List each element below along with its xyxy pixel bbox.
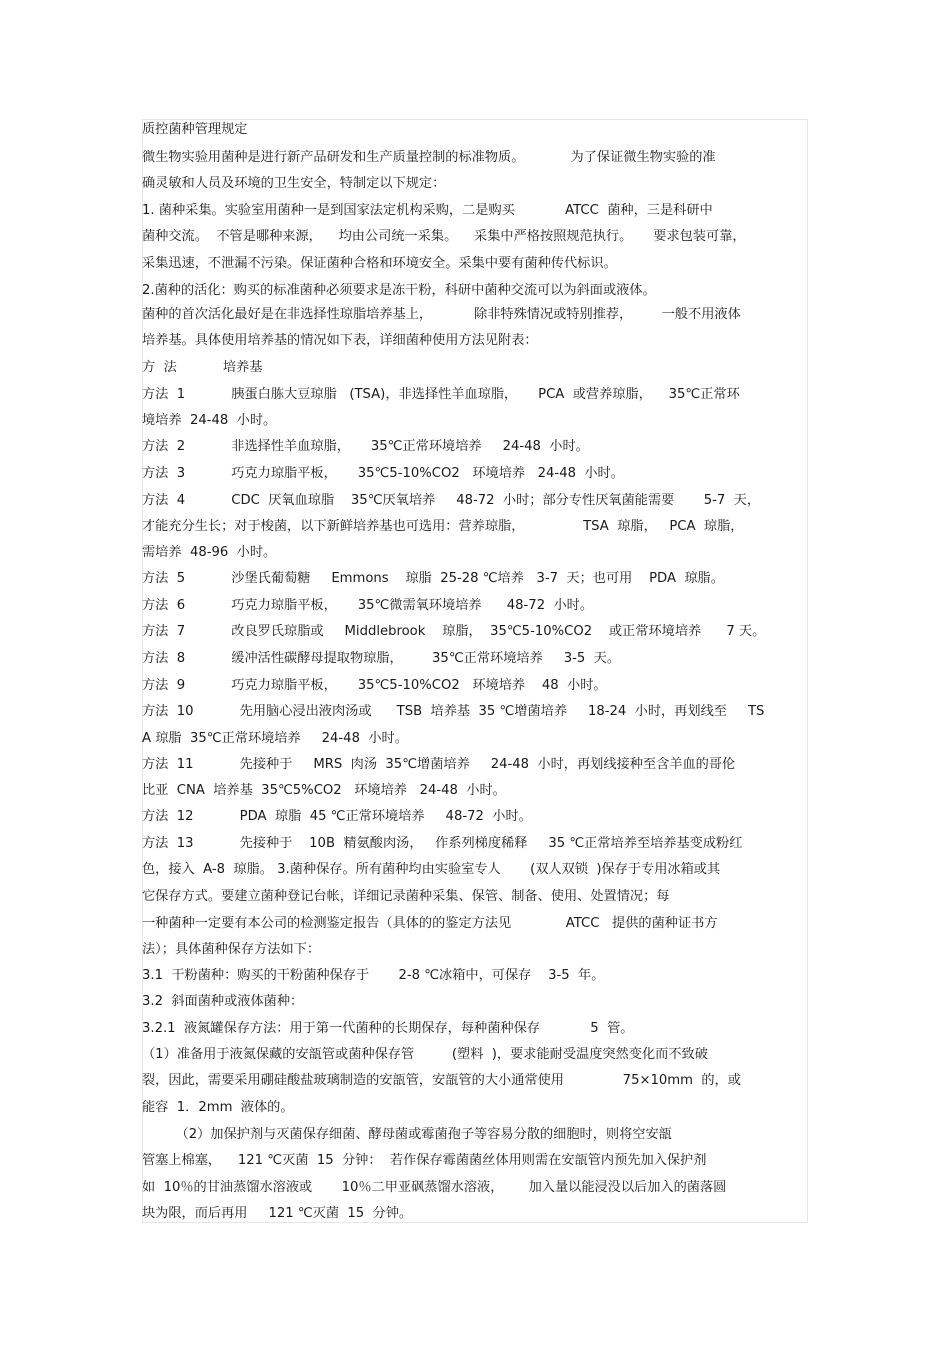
method-line: 方法 13 先接种于 10B 精氨酸肉汤， 作系列梯度稀释 35 ℃正常培养至培养基变成粉红 — [142, 836, 743, 851]
method-line: 方法 2 非选择性羊血琼脂， 35℃正常环境培养 24-48 小时。 — [142, 439, 589, 454]
method-line: 方法 1 胰蛋白胨大豆琼脂 (TSA)，非选择性羊血琼脂， PCA 或营养琼脂， 35℃正常环 — [142, 387, 740, 402]
method-line: 方法 12 PDA 琼脂 45 ℃正常环境培养 48-72 小时。 — [142, 809, 532, 824]
paragraph-line: 如 10％的甘油蒸馏水溶液或 10％二甲亚砜蒸馏水溶液， 加入量以能浸没以后加入的菌落圆 — [142, 1180, 727, 1195]
paragraph-line: 3.2 斜面菌种或液体菌种： — [142, 994, 304, 1009]
paragraph-line: 裂，因此，需要采用硼硅酸盐玻璃制造的安瓿管，安瓿管的大小通常使用 75×10mm 的，或 — [142, 1073, 741, 1088]
method-line: 才能充分生长；对于梭菌，以下新鲜培养基也可选用：营养琼脂， TSA 琼脂， PCA 琼脂， — [142, 519, 744, 534]
paragraph-line: 管塞上棉塞， 121 ℃灭菌 15 分钟： 若作保存霉菌菌丝体用则需在安瓿管内预先加入保护剂 — [142, 1153, 707, 1168]
method-line: 境培养 24-48 小时。 — [142, 413, 277, 428]
method-line: 方法 5 沙堡氏葡萄糖 Emmons 琼脂 25-28 ℃培养 3-7 天；也可用 PDA 琼脂。 — [142, 571, 724, 586]
paragraph-line: 采集迅速，不泄漏不污染。保证菌种合格和环境安全。采集中要有菌种传代标识。 — [142, 256, 617, 271]
paragraph-line: 色，接入 A-8 琼脂。 3.菌种保存。所有菌种均由实验室专人 (双人双锁 )保存于专用冰箱或其 — [142, 862, 721, 877]
method-line: 方法 3 巧克力琼脂平板， 35℃5-10%CO2 环境培养 24-48 小时。 — [142, 466, 624, 481]
paragraph-line: 微生物实验用菌种是进行新产品研发和生产质量控制的标准物质。 为了保证微生物实验的准 — [142, 150, 716, 165]
paragraph-line: 2.菌种的活化：购买的标准菌种必须要求是冻干粉，科研中菌种交流可以为斜面或液体。 — [142, 283, 656, 298]
table-header-line: 方 法 培养基 — [142, 360, 263, 375]
method-line: 方法 4 CDC 厌氧血琼脂 35℃厌氧培养 48-72 小时；部分专性厌氧菌能需要 5-7 天， — [142, 493, 761, 508]
paragraph-line: 一种菌种一定要有本公司的检测鉴定报告（具体的的鉴定方法见 ATCC 提供的菌种证书方 — [142, 916, 718, 931]
paragraph-line: 3.2.1 液氮罐保存方法：用于第一代菌种的长期保存，每种菌种保存 5 管。 — [142, 1021, 634, 1036]
paragraph-line: 3.1 干粉菌种：购买的干粉菌种保存于 2-8 ℃冰箱中，可保存 3-5 年。 — [142, 968, 605, 983]
paragraph-line: 1. 菌种采集。实验室用菌种一是到国家法定机构采购，二是购买 ATCC 菌种，三是科研中 — [142, 203, 713, 218]
method-line: 方法 7 改良罗氏琼脂或 Middlebrook 琼脂， 35℃5-10%CO2 或正常环境培养 7 天。 — [142, 624, 766, 639]
method-line: A 琼脂 35℃正常环境培养 24-48 小时。 — [142, 731, 408, 746]
method-line: 方法 6 巧克力琼脂平板， 35℃微需氧环境培养 48-72 小时。 — [142, 598, 594, 613]
method-line: 需培养 48-96 小时。 — [142, 545, 277, 560]
paragraph-line: 菌种的首次活化最好是在非选择性琼脂培养基上， 除非特殊情况或特别推荐， 一般不用液体 — [142, 307, 741, 322]
paragraph-line: 能容 1．2mm 液体的。 — [142, 1100, 294, 1115]
paragraph-line: 它保存方式。要建立菌种登记台帐，详细记录菌种采集、保管、制备、使用、处置情况；每 — [142, 889, 670, 904]
method-line: 方法 11 先接种于 MRS 肉汤 35℃增菌培养 24-48 小时，再划线接种至含羊血的哥伦 — [142, 757, 736, 772]
paragraph-line: 法）；具体菌种保存方法如下： — [142, 942, 321, 957]
paragraph-line: （1）准备用于液氮保藏的安瓿管或菌种保存管 (塑料 )，要求能耐受温度突然变化而不致破 — [142, 1047, 708, 1062]
document-title: 质控菌种管理规定 — [142, 122, 248, 137]
method-line: 方法 9 巧克力琼脂平板， 35℃5-10%CO2 环境培养 48 小时。 — [142, 678, 607, 693]
paragraph-line: 培养基。具体使用培养基的情况如下表，详细菌种使用方法见附表： — [142, 333, 538, 348]
paragraph-line: 菌种交流。 不管是哪种来源， 均由公司统一采集。 采集中严格按照规范执行。 要求包装可靠， — [142, 229, 746, 244]
method-line: 方法 10 先用脑心浸出液肉汤或 TSB 培养基 35 ℃增菌培养 18-24 小时，再划线至 TS — [142, 704, 765, 719]
method-line: 比亚 CNA 培养基 35℃5%CO2 环境培养 24-48 小时。 — [142, 783, 506, 798]
paragraph-line: 块为限，而后再用 121 ℃灭菌 15 分钟。 — [142, 1206, 413, 1221]
method-line: 方法 8 缓冲活性碳酵母提取物琼脂， 35℃正常环境培养 3-5 天。 — [142, 651, 621, 666]
paragraph-line: （2）加保护剂与灭菌保存细菌、酵母菌或霉菌孢子等容易分散的细胞时，则将空安瓿 — [142, 1127, 672, 1142]
paragraph-line: 确灵敏和人员及环境的卫生安全，特制定以下规定： — [142, 176, 446, 191]
